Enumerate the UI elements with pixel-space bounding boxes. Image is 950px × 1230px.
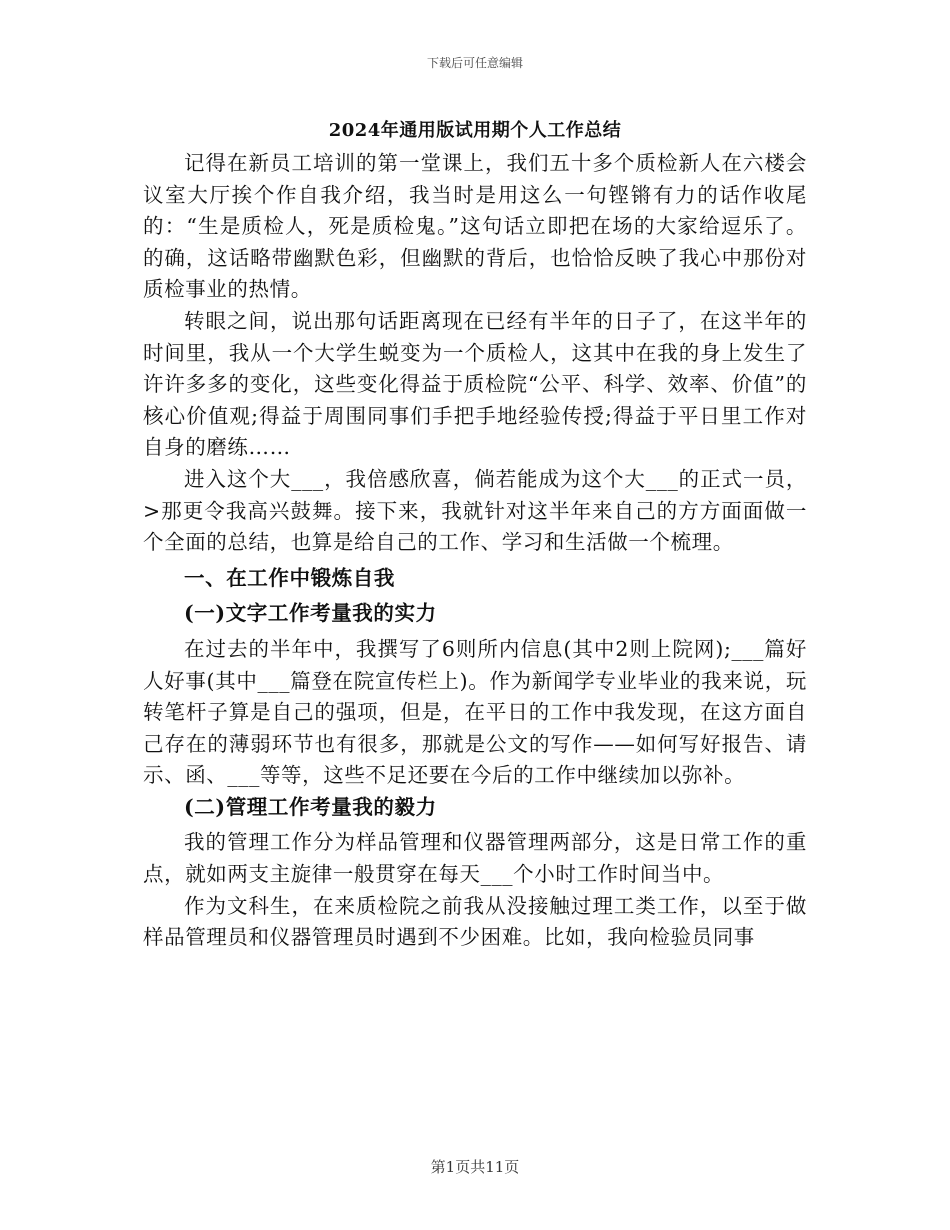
document-body [143, 148, 807, 954]
paragraph: 转眼之间，说出那句话距离现在已经有半年的日子了，在这半年的时间里，我从一个大学生蜕变为一个质检人，这其中在我的身上发生了许许多多的变化，这些变化得益于质检院“公平、科学、效率、价值”的核心价值观;得益于周围同事们手把手地经验传授;得益于平日里工作对自身的磨练…… [143, 308, 807, 460]
page-number: 第1页共11页 [430, 1158, 520, 1176]
subsection-heading: (一)文字工作考量我的实力 [184, 601, 437, 626]
section-heading: 一、在工作中锻炼自我 [184, 565, 395, 590]
paragraph: 作为文科生，在来质检院之前我从没接触过理工类工作，以至于做样品管理员和仪器管理员时遇到不少困难。比如，我向检验员同事 [143, 893, 807, 950]
paragraph: 记得在新员工培训的第一堂课上，我们五十多个质检新人在六楼会议室大厅挨个作自我介绍，我当时是用这么一句铿锵有力的话作收尾的：“生是质检人，死是质检鬼。”这句话立即把在场的大家给逗乐了。的确，这话略带幽默色彩，但幽默的背后，也恰恰反映了我心中那份对质检事业的热情。 [143, 151, 807, 302]
subsection-heading: (二)管理工作考量我的毅力 [184, 794, 437, 819]
paragraph: 我的管理工作分为样品管理和仪器管理两部分，这是日常工作的重点，就如两支主旋律一般贯穿在每天___个小时工作时间当中。 [143, 830, 807, 887]
paragraph: 在过去的半年中，我撰写了6则所内信息(其中2则上院网);___篇好人好事(其中___篇登在院宣传栏上)。作为新闻学专业毕业的我来说，玩转笔杆子算是自己的强项，但是，在平日的工作中我发现，在这方面自己存在的薄弱环节也有很多，那就是公文的写作——如何写好报告、请示、函、___等等，这些不足还要在今后的工作中继续加以弥补。 [143, 636, 807, 788]
document-title: 2024年通用版试用期个人工作总结 [328, 120, 622, 141]
paragraph: 进入这个大___，我倍感欣喜，倘若能成为这个大___的正式一员，>那更令我高兴鼓舞。接下来，我就针对这半年来自己的方方面面做一个全面的总结，也算是给自己的工作、学习和生活做一个梳理。 [143, 466, 807, 555]
page-header-note: 下载后可任意编辑 [426, 56, 523, 70]
